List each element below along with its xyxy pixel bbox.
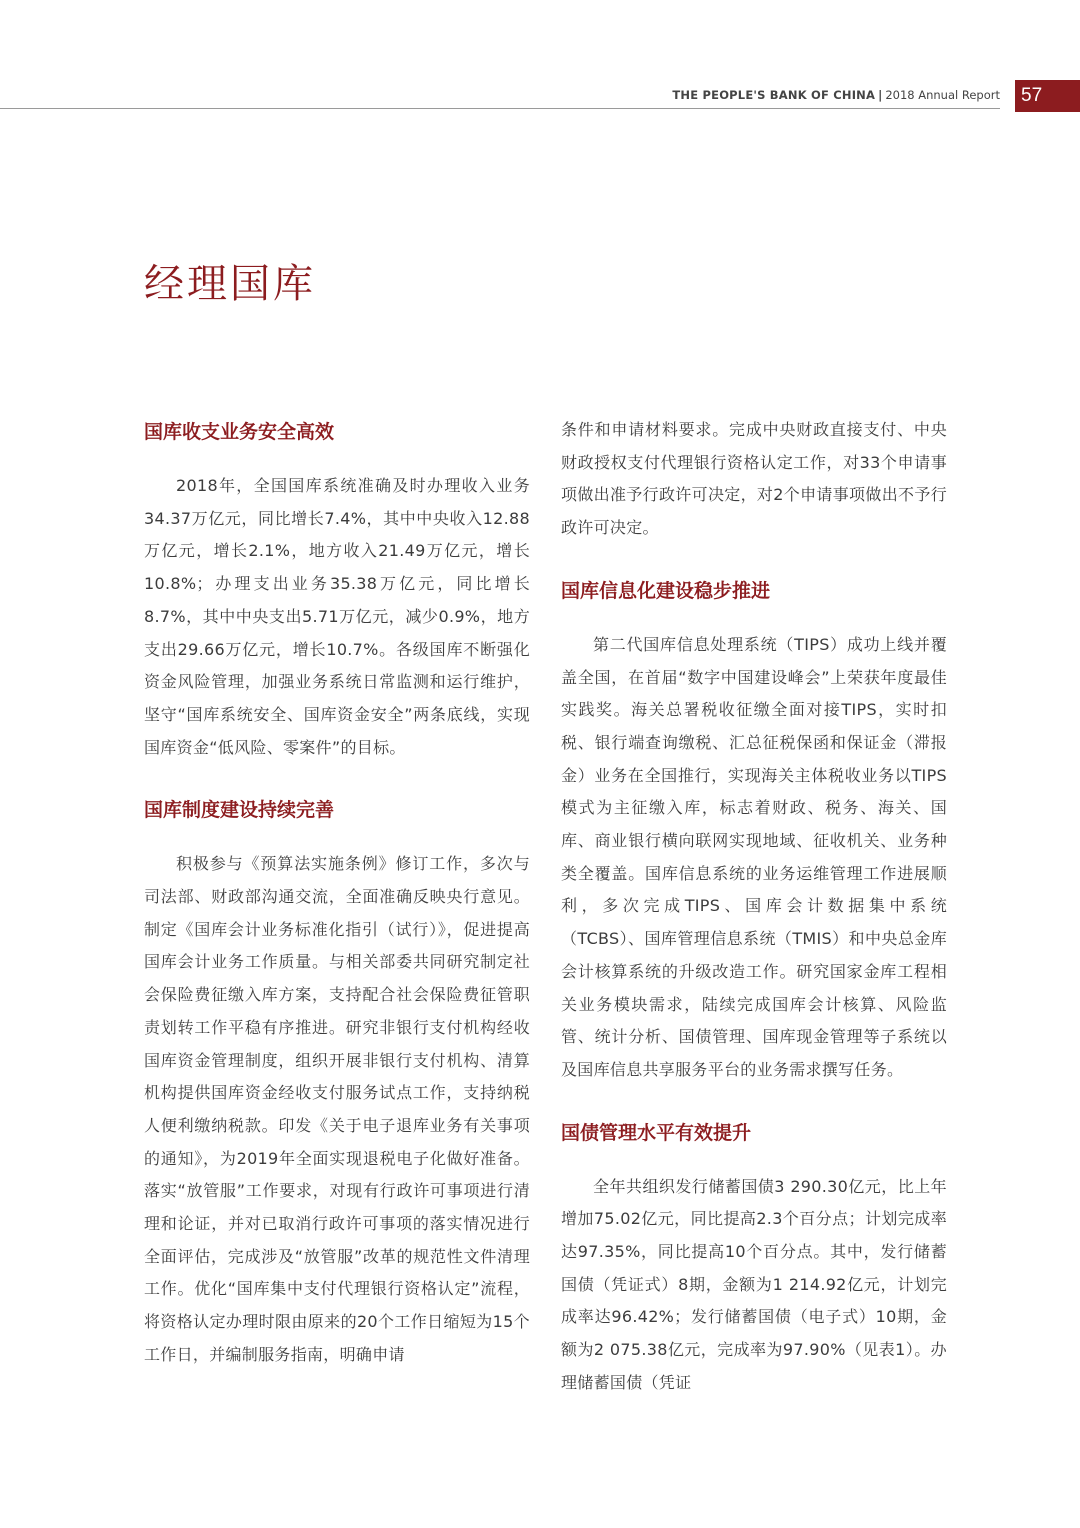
page-number: 57 (1015, 80, 1080, 112)
left-column (144, 414, 530, 1372)
header-report: 2018 Annual Report (885, 88, 1000, 102)
section-heading-treasury-system: 国库制度建设持续完善 (144, 799, 335, 822)
section-paragraph-treasury-it: 第二代国库信息处理系统（TIPS）成功上线并覆盖全国，在首届“数字中国建设峰会”上荣获年度最佳实践奖。海关总署税收征缴全面对接TIPS，实时扣税、银行端查询缴税、汇总征税保函和保证金（滞报金）业务在全国推行，实现海关主体税收业务以TIPS模式为主征缴入库，标志着财政、税务、海关、国库、商业银行横向联网实现地域、征收机关、业务种类全覆盖。国库信息系统的业务运维管理工作进展顺利，多次完成TIPS、国库会计数据集中系统（TCBS）、国库管理信息系统（TMIS）和中央总金库会计核算系统的升级改造工作。研究国家金库工程相关业务模块需求，陆续完成国库会计核算、风险监管、统计分析、国债管理、国库现金管理等子系统以及国库信息共享服务平台的业务需求撰写任务。 (561, 634, 947, 1079)
section-heading-bond-management: 国债管理水平有效提升 (561, 1121, 752, 1144)
header-org: THE PEOPLE'S BANK OF CHINA (672, 88, 876, 102)
page-title: 经理国库 (144, 261, 316, 307)
section-paragraph-treasury-system: 积极参与《预算法实施条例》修订工作，多次与司法部、财政部沟通交流，全面准确反映央行意见。制定《国库会计业务标准化指引（试行）》，促进提高国库会计业务工作质量。与相关部委共同研究制定社会保险费征缴入库方案，支持配合社会保险费征管职责划转工作平稳有序推进。研究非银行支付机构经收国库资金管理制度，组织开展非银行支付机构、清算机构提供国库资金经收支付服务试点工作，支持纳税人便利缴纳税款。印发《关于电子退库业务有关事项的通知》，为2019年全面实现退税电子化做好准备。落实“放管服”工作要求，对现有行政许可事项进行清理和论证，并对已取消行政许可事项的落实情况进行全面评估，完成涉及“放管服”改革的规范性文件清理工作。优化“国库集中支付代理银行资格认定”流程，将资格认定办理时限由原来的20个工作日缩短为15个工作日，并编制服务指南，明确申请 (144, 854, 530, 1364)
running-header (672, 88, 1000, 102)
right-column (561, 414, 947, 1400)
section-paragraph-bond-management: 全年共组织发行储蓄国债3 290.30亿元，比上年增加75.02亿元，同比提高2.3个百分点；计划完成率达97.35%，同比提高10个百分点。其中，发行储蓄国债（凭证式）8期，金额为1 214.92亿元，计划完成率达96.42%；发行储蓄国债（电子式）10期，金额为2 075.38亿元，完成率为97.90%（见表1）。办理储蓄国债（凭证 (561, 1176, 947, 1392)
header-rule (0, 108, 1000, 109)
section-heading-treasury-it: 国库信息化建设稳步推进 (561, 579, 771, 602)
continued-paragraph: 条件和申请材料要求。完成中央财政直接支付、中央财政授权支付代理银行资格认定工作，对33个申请事项做出准予行政许可决定，对2个申请事项做出不予行政许可决定。 (561, 420, 947, 538)
section-paragraph-treasury-revenue: 2018年，全国国库系统准确及时办理收入业务34.37万亿元，同比增长7.4%，其中中央收入12.88万亿元，增长2.1%，地方收入21.49万亿元，增长10.8%；办理支出业务35.38万亿元，同比增长8.7%，其中中央支出5.71万亿元，减少0.9%，地方支出29.66万亿元，增长10.7%。各级国库不断强化资金风险管理，加强业务系统日常监测和运行维护，坚守“国库系统安全、国库资金安全”两条底线，实现国库资金“低风险、零案件”的目标。 (144, 476, 530, 757)
section-heading-treasury-revenue: 国库收支业务安全高效 (144, 421, 335, 443)
header-separator: | (878, 88, 883, 102)
